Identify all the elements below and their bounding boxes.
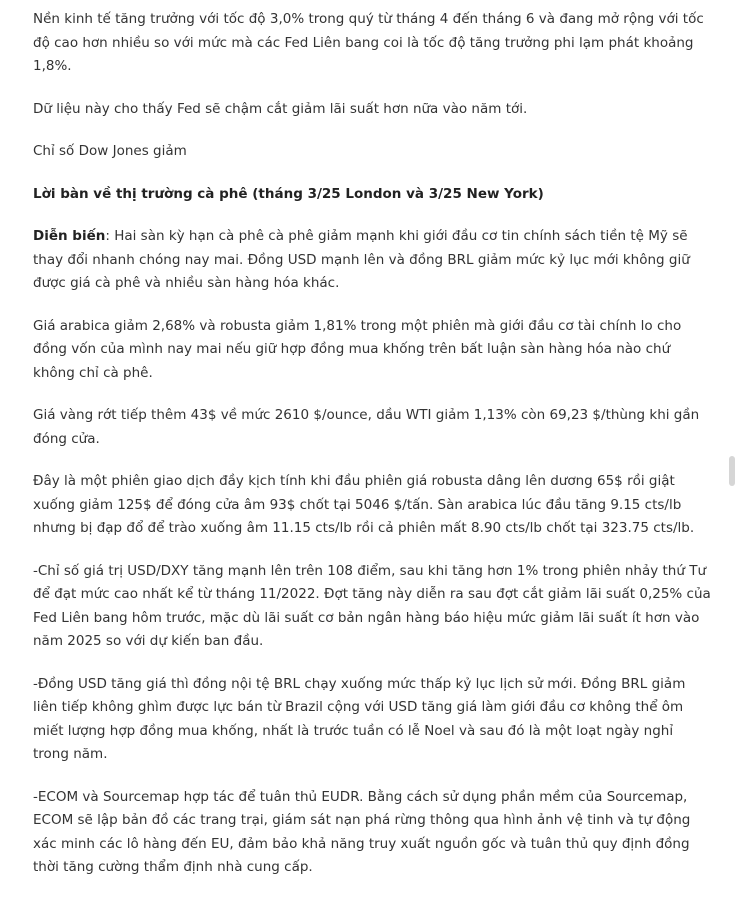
- article-paragraph: -Chỉ số giá trị USD/DXY tăng mạnh lên trên 108 điểm, sau khi tăng hơn 1% trong phiên nhảy thứ Tư để đạt mức cao nhất kể từ tháng 11/2022. Đợt tăng này diễn ra sau đợt cắt giảm lãi suất 0,25% của Fed Liên bang hôm trước, mặc dù lãi suất cơ bản ngân hàng báo hiệu mức giảm lãi suất ít hơn vào năm 2025 so với dự kiến ban đầu.: [33, 562, 711, 649]
- article-paragraph: Chỉ số Dow Jones giảm: [33, 143, 187, 159]
- lead-paragraph: [33, 225, 713, 296]
- section-heading: Lời bàn về thị trường cà phê (tháng 3/25 London và 3/25 New York): [33, 185, 544, 202]
- vertical-scrollbar[interactable]: [724, 0, 738, 782]
- lead-label: Diễn biến: [33, 228, 106, 244]
- scrollbar-thumb[interactable]: [729, 456, 735, 486]
- article-paragraph: Giá arabica giảm 2,68% và robusta giảm 1,81% trong một phiên mà giới đầu cơ tài chính lo cho đồng vốn của mình nay mai nếu giữ hợp đồng mua khống trên bất luận sàn hàng hóa nào chứ không chỉ cà phê.: [33, 317, 682, 381]
- article-paragraph: Nền kinh tế tăng trưởng với tốc độ 3,0% trong quý từ tháng 4 đến tháng 6 và đang mở rộng với tốc độ cao hơn nhiều so với mức mà các Fed Liên bang coi là tốc độ tăng trưởng phi lạm phát khoảng 1,8%.: [33, 11, 704, 74]
- lead-text: : Hai sàn kỳ hạn cà phê cà phê giảm mạnh khi giới đầu cơ tin chính sách tiền tệ Mỹ sẽ thay đổi nhanh chóng nay mai. Đồng USD mạnh lên và đồng BRL giảm mức kỷ lục mới không giữ được giá cà phê và nhiều sàn hàng hóa khác.: [33, 228, 690, 291]
- article-paragraph: -ECOM và Sourcemap hợp tác để tuân thủ EUDR. Bằng cách sử dụng phần mềm của Sourcemap, ECOM sẽ lập bản đồ các trang trại, giám sát nạn phá rừng thông qua hình ảnh vệ tinh và tự động xác minh các lô hàng đến EU, đảm bảo khả năng truy xuất nguồn gốc và tuân thủ quy định đồng thời tăng cường thẩm định nhà cung cấp.: [33, 788, 691, 875]
- article-paragraph: Đây là một phiên giao dịch đầy kịch tính khi đầu phiên giá robusta dâng lên dương 65$ rồi giật xuống giảm 125$ để đóng cửa âm 93$ chốt tại 5046 $/tấn. Sàn arabica lúc đầu tăng 9.15 cts/lb nhưng bị đạp đổ để trào xuống âm 11.15 cts/lb rồi cả phiên mất 8.90 cts/lb chốt tại 323.75 cts/lb.: [33, 473, 695, 536]
- article-paragraph: Dữ liệu này cho thấy Fed sẽ chậm cắt giảm lãi suất hơn nữa vào năm tới.: [33, 100, 528, 117]
- article-body: [33, 8, 713, 899]
- article-paragraph: Giá vàng rớt tiếp thêm 43$ về mức 2610 $/ounce, dầu WTI giảm 1,13% còn 69,23 $/thùng khi gần đóng cửa.: [33, 407, 700, 447]
- article-paragraph: -Đồng USD tăng giá thì đồng nội tệ BRL chạy xuống mức thấp kỷ lục lịch sử mới. Đồng BRL giảm liên tiếp không ghìm được lực bán từ Brazil cộng với USD tăng giá làm giới đầu cơ không thể ôm miết lượng hợp đồng mua khống, nhất là trước tuần có lễ Noel và sau đó là một loạt ngày nghỉ trong năm.: [33, 675, 686, 762]
